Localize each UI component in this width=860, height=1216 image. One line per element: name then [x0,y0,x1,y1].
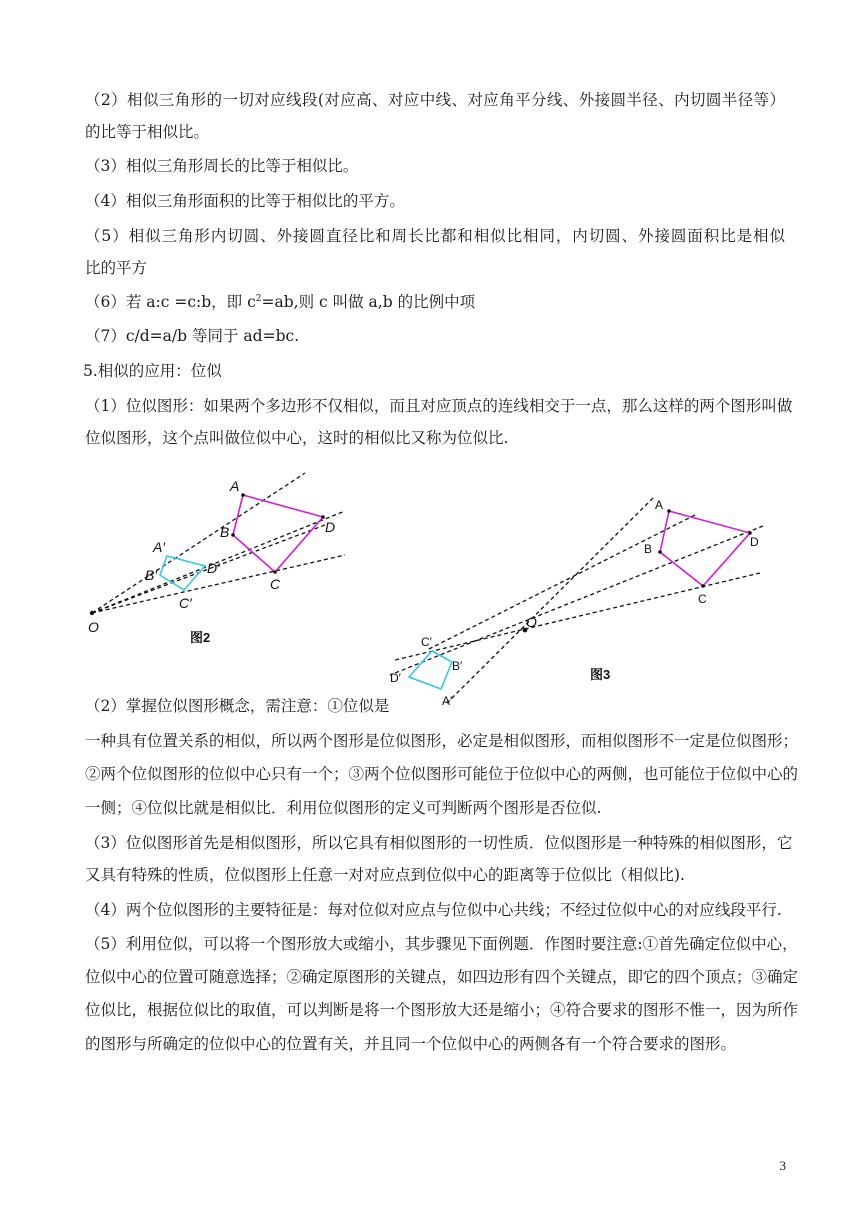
figure-3-label-d-prime: D′ [390,671,401,685]
paragraph-2-line-2: 的比等于相似比。 [85,123,210,141]
paragraph-6 [85,291,785,313]
figure-2-label-b-prime: B′ [145,567,157,583]
figure-2-point-o [90,611,94,615]
paragraph-5-line-1: （5）相似三角形内切圆、外接圆直径比和周长比都和相似比相同，内切圆、外接圆面积比是相似 [85,227,785,245]
figure-2-label-a: A [230,478,240,494]
figure-2-label-c: C [270,576,281,592]
paragraph-6-superscript: 2 [255,294,262,304]
figure-2-ray-a [92,473,305,613]
page-number: 3 [779,1158,786,1173]
figure-3-ray-d [390,526,763,675]
figure-2-point-b [231,533,235,537]
figure-2-rays [92,473,345,613]
figure-2-label-a-prime: A′ [153,539,165,555]
homothety-1-line-2: 位似图形，这个点叫做位似中心，这时的相似比又称为位似比. [85,429,509,447]
figure-2-point-c [273,570,277,574]
figure-3-label-a: A [655,498,664,512]
figure-3-label-b-prime: B′ [452,659,463,673]
homothety-3-line-1: （3）位似图形首先是相似图形，所以它具有相似图形的一切性质．位似图形是一种特殊的相似图形，它 [85,834,793,852]
figure-3-ray-b [427,515,695,650]
homothety-5-line-3: 位似比，根据位似比的取值，可以判断是将一个图形放大还是缩小；④符合要求的图形不惟一，因为所作 [85,1001,799,1019]
paragraph-7: （7）c/d=a/b 等同于 ad=bc. [85,327,300,345]
figure-2-point-a [241,493,245,497]
figure-3-ray-c [395,573,760,660]
figure-2-label-d: D [325,519,336,535]
homothety-2-line-1: （2）掌握位似图形概念，需注意：①位似是 [85,697,390,715]
homothety-1-line-1: （1）位似图形：如果两个多边形不仅相似，而且对应顶点的连线相交于一点，那么这样的两个图形叫做 [85,397,793,415]
figure-3-label-c-prime: C′ [421,635,432,649]
homothety-2-line-4: 一侧；④位似比就是相似比．利用位似图形的定义可判断两个图形是否位似. [85,799,602,817]
figure-3-image-quadrilateral [409,651,452,689]
figure-3 [385,490,775,715]
paragraph-4: （4）相似三角形面积的比等于相似比的平方。 [85,192,405,210]
figure-2-label-o: O [88,619,99,635]
paragraph-6-post: =ab,则 c 叫做 a,b 的比例中项 [261,293,476,311]
figure-2-label-b: B [220,524,230,540]
figure-3-label-b: B [644,542,653,556]
homothety-5-line-2: 位似中心的位置可随意选择；②确定原图形的关键点，如四边形有四个关键点，即它的四个顶点；③确定 [85,968,799,986]
figure-2-caption: 图2 [190,630,211,645]
figure-3-point-a [667,509,671,513]
figure-2-label-d-prime: D′ [207,560,220,576]
homothety-4: （4）两个位似图形的主要特征是：每对位似对应点与位似中心共线；不经过位似中心的对应线段平行. [85,901,782,919]
figure-3-original-quadrilateral [660,511,750,586]
figure-2-original-quadrilateral [233,495,323,572]
homothety-5-line-4: 的图形与所确定的位似中心的位置有关，并且同一个位似中心的两侧各有一个符合要求的图形。 [85,1035,737,1053]
figure-3-point-c [701,584,705,588]
figure-3-point-b [658,550,662,554]
figure-3-ray-a [445,498,653,705]
paragraph-6-pre: （6）若 a:c =c:b，即 c [85,293,256,311]
figure-3-label-a-prime: A′ [442,694,453,708]
paragraph-3: （3）相似三角形周长的比等于相似比。 [85,157,359,175]
figure-2-label-c-prime: C′ [179,595,192,611]
section-5-heading: 5.相似的应用：位似 [83,362,222,380]
figure-3-rays [390,498,763,705]
figure-3-label-o: O [526,614,537,630]
homothety-2-line-2: 一种具有位置关系的相似，所以两个图形是位似图形，必定是相似图形，而相似图形不一定是位似图形； [85,732,799,750]
paragraph-2-line-1: （2）相似三角形的一切对应线段(对应高、对应中线、对应角平分线、外接圆半径、内切圆半径等） [85,91,785,109]
figure-2 [80,465,380,650]
homothety-2-line-3: ②两个位似图形的位似中心只有一个；③两个位似图形可能位于位似中心的两侧，也可能位于位似中心的 [85,765,799,783]
paragraph-5-line-2: 比的平方 [85,259,148,277]
figure-3-caption: 图3 [590,667,611,682]
figure-3-label-d: D [750,535,759,549]
homothety-3-line-2: 又具有特殊的性质，位似图形上任意一对对应点到位似中心的距离等于位似比（相似比). [85,866,685,884]
figure-3-label-c: C [698,592,707,606]
homothety-5-line-1: （5）利用位似，可以将一个图形放大或缩小，其步骤见下面例题．作图时要注意:①首先确定位似中心， [85,935,798,953]
